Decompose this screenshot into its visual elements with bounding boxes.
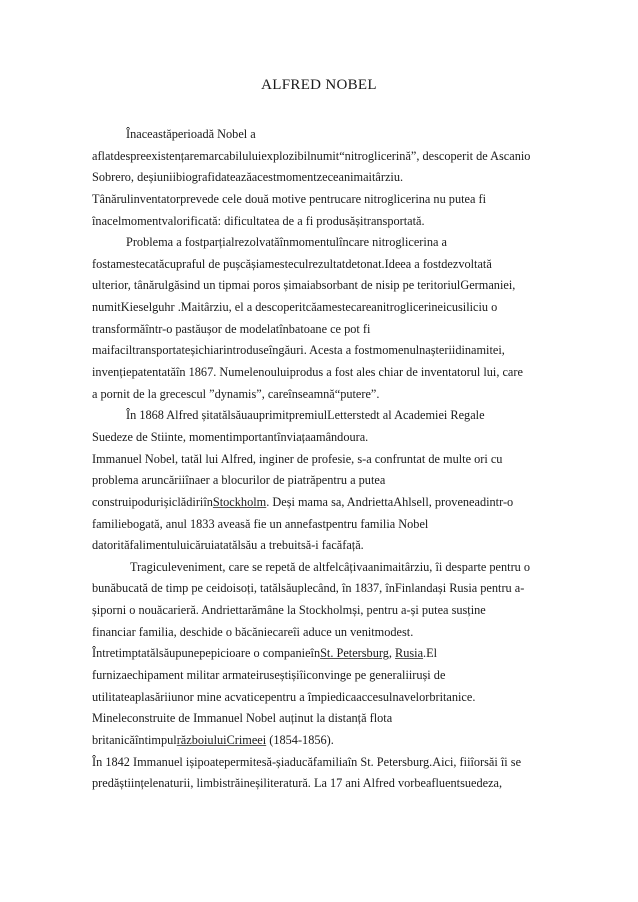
text-line: [92, 514, 552, 536]
hyperlink[interactable]: războiului: [176, 732, 227, 747]
text-run: În 1842 Immanuel ișipoatepermitesă-șiaducăfamiliaîn St. Petersburg.Aici, fiiîorsăi îi se: [92, 754, 522, 769]
text-run: datorităfalimentuluicăruiatatălsău a trebuitsă-i facăfață.: [92, 538, 364, 553]
hyperlink[interactable]: Crimeei: [226, 732, 267, 747]
text-run: predăștiințelenaturii, limbistrăineșiliteratură. La 17 ani Alfred vorbeafluentsuedeza,: [92, 776, 503, 791]
text-run: Întretimptatălsăupunepepicioare o companieîn: [92, 646, 321, 661]
text-line: [92, 708, 552, 730]
text-line: [92, 427, 552, 449]
text-run: Problema a fostparțialrezolvatăînmomentulîncare nitroglicerina a: [126, 235, 447, 250]
text-run: Mineleconstruite de Immanuel Nobel auținut la distanță flota: [92, 711, 393, 726]
text-line: [92, 752, 552, 774]
text-run: furnizaechipament militar armateiruseștișiîiconvinge pe generaliiruși de: [92, 668, 446, 683]
document-body: [92, 124, 552, 795]
text-run: Tragiculeveniment, care se repetă de altfelcâțivaanimaitârziu, îi desparte pentru o: [130, 559, 531, 574]
text-line: [92, 167, 552, 189]
hyperlink[interactable]: St. Petersburg: [320, 646, 389, 661]
text-run: construipodurișiclădiriîn: [92, 494, 213, 509]
text-run: numitKieselguhr .Maitârziu, el a descoperitcăamestecareanitroglicerineicusiliciu o: [92, 300, 498, 315]
text-run: (1854-1856).: [266, 732, 334, 747]
text-line: [92, 319, 552, 341]
text-line: [92, 297, 552, 319]
text-line: [92, 384, 552, 406]
text-line: [92, 340, 552, 362]
text-run: Înaceastăperioadă Nobel a: [126, 127, 256, 141]
text-line: [92, 730, 552, 752]
text-run: Suedeze de Stiinte, momentimportantînviațaamândoura.: [92, 429, 369, 444]
text-line: [92, 492, 552, 514]
text-run: Sobrero, deșiuniibiografidateazăacestmomentzeceanimaitârziu.: [92, 170, 404, 185]
text-run: utilitateaplasăriiunor mine acvaticepentru a împiedicaaccesulnavelorbritanice.: [92, 689, 476, 704]
text-run: financiar familia, deschide o băcăniecareîi aduce un venitmodest.: [92, 624, 414, 639]
text-line: [92, 211, 552, 233]
text-run: înacelmomentvalorificată: dificultatea de a fi produsășitransportată.: [92, 213, 425, 228]
text-run: britanicăîntimpul: [92, 732, 177, 747]
text-line: [92, 622, 552, 644]
text-run: șiporni o nouăcarieră. Andriettarămâne la Stockholmși, pentru a-și putea susține: [92, 603, 486, 618]
hyperlink[interactable]: Rusia: [395, 646, 424, 661]
text-run: a pornit de la grecescul ”dynamis”, careînseamnă“putere”.: [92, 386, 380, 401]
text-line: [92, 146, 552, 168]
text-run: ,: [388, 646, 396, 661]
text-run: . Deși mama sa, AndriettaAhlsell, proveneadintr-o: [266, 494, 514, 509]
text-run: problema aruncăriiînaer a blocurilor de piatrăpentru a putea: [92, 473, 386, 488]
page-title: ALFRED NOBEL: [261, 77, 377, 93]
text-line: [92, 687, 552, 709]
text-run: fostamestecatăcupraful de pușcășiamesteculrezultatdetonat.Ideea a fostdezvoltată: [92, 256, 492, 271]
text-run: transformăîntr-o pastăușor de modelatînbatoane ce pot fi: [92, 321, 371, 336]
text-run: aflatdespreexistențaremarcabiluluiexplozibilnumit“nitroglicerină”, descoperit de Ascanio: [92, 148, 531, 163]
text-run: familiebogată, anul 1833 aveasă fie un annefastpentru familia Nobel: [92, 516, 429, 531]
text-run: Immanuel Nobel, tatăl lui Alfred, inginer de profesie, s-a confruntat de multe ori cu: [92, 451, 503, 466]
text-line: [92, 275, 552, 297]
text-line: [92, 405, 552, 427]
text-line: [92, 254, 552, 276]
text-run: ulterior, tânărulgăsind un tipmai poros șimaiabsorbant de nisip pe teritoriulGermaniei,: [92, 278, 516, 293]
text-run: Tânărulinventatorprevede cele două motive pentrucare nitroglicerina nu putea fi: [92, 191, 487, 206]
text-line: [92, 535, 552, 557]
text-run: În 1868 Alfred șitatălsăuauprimitpremiulLetterstedt al Academiei Regale: [126, 408, 485, 423]
text-line: [92, 232, 552, 254]
text-run: bunăbucată de timp pe ceidoisoți, tatălsăuplecând, în 1837, înFinlandași Rusia pentru a-: [92, 581, 525, 596]
text-line: [92, 643, 552, 665]
text-line: [92, 189, 552, 211]
text-line: [92, 578, 552, 600]
text-line: [92, 449, 552, 471]
text-run: .El: [423, 646, 438, 661]
text-line: [92, 124, 552, 146]
text-line: [92, 362, 552, 384]
text-line: [92, 600, 552, 622]
text-line: [92, 773, 552, 795]
text-run: invențiepatentatăîn 1867. Numelenouluiprodus a fost ales chiar de inventatorul lui, care: [92, 365, 523, 380]
text-run: maifaciltransportateșichiarintroduseîngăuri. Acesta a fostmomenulnașteriidinamitei,: [92, 343, 505, 358]
hyperlink[interactable]: Stockholm: [212, 494, 267, 509]
text-line: [92, 470, 552, 492]
text-line: [92, 665, 552, 687]
text-line: [92, 557, 552, 579]
